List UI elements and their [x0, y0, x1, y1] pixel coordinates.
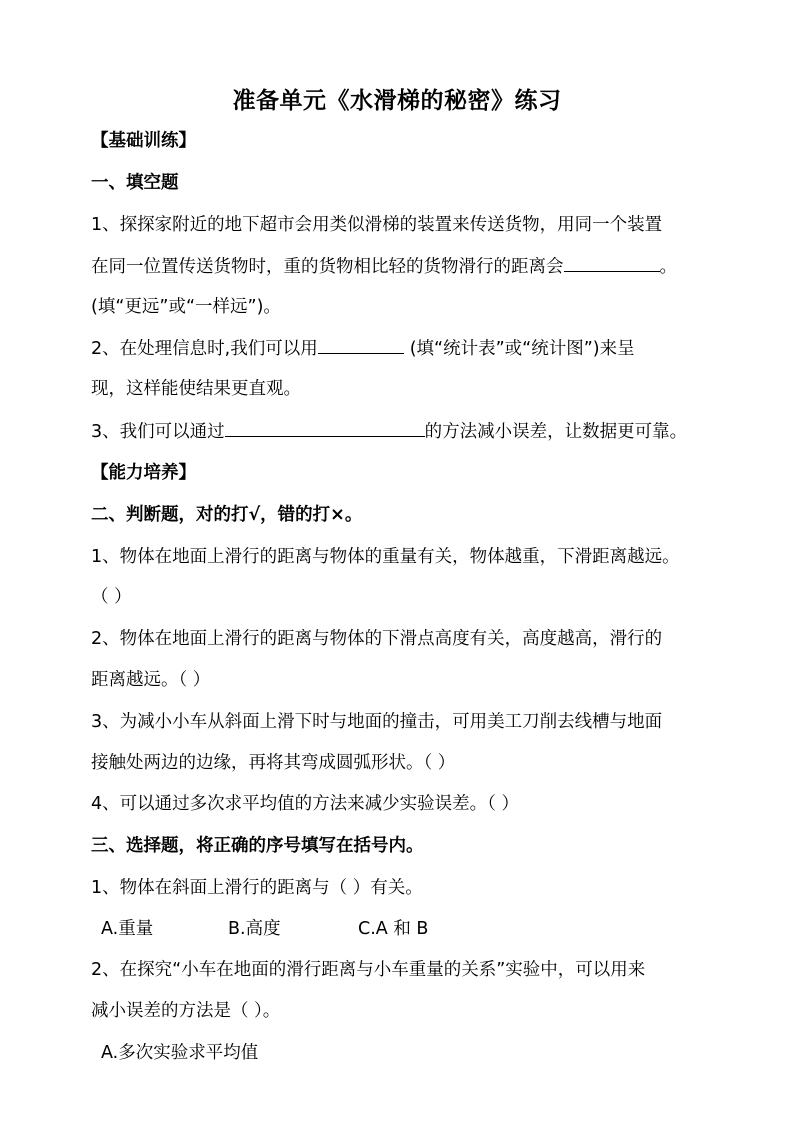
question-3-text: 3、我们可以通过: [91, 422, 225, 442]
choice-1-options: [101, 916, 741, 942]
answer-blank-1[interactable]: [564, 253, 660, 272]
section-header-ability: 【能力培养】: [91, 463, 196, 483]
question-3-line-1: [91, 418, 731, 445]
choice-2-line-1: 2、在探究“小车在地面的滑行距离与小车重量的关系”实验中，可以用来: [91, 960, 646, 980]
page-title: 准备单元《水滑梯的秘密》练习: [232, 88, 562, 114]
question-1-text: 在同一位置传送货物时，重的货物相比轻的货物滑行的距离会: [91, 257, 564, 277]
question-1-end-mark: 。: [659, 257, 677, 277]
choice-1-option-b[interactable]: B.高度: [228, 919, 281, 939]
judge-1-answer-paren[interactable]: （ ）: [91, 587, 132, 607]
judge-3-line-2: 接触处两边的边缘，再将其弯成圆弧形状。（ ）: [91, 753, 456, 773]
choice-2-line-2: 减小误差的方法是（ ）。: [91, 1001, 281, 1021]
judge-2-line-1: 2、物体在地面上滑行的距离与物体的下滑点高度有关，高度越高，滑行的: [91, 629, 663, 649]
answer-blank-3[interactable]: [225, 418, 425, 437]
part-title-true-false: 二、判断题，对的打√，错的打×。: [91, 505, 363, 525]
judge-4-line-1: 4、可以通过多次求平均值的方法来减少实验误差。（ ）: [91, 794, 519, 814]
judge-1-line-1: 1、物体在地面上滑行的距离与物体的重量有关，物体越重，下滑距离越远。: [91, 547, 680, 567]
answer-blank-2[interactable]: [318, 335, 404, 354]
part-title-fill-blank: 一、填空题: [91, 173, 179, 193]
judge-2-line-2: 距离越远。（ ）: [91, 670, 211, 690]
choice-1-line-1: 1、物体在斜面上滑行的距离与（ ）有关。: [91, 878, 423, 898]
judge-3-line-1: 3、为减小小车从斜面上滑下时与地面的撞击，可用美工刀削去线槽与地面: [91, 712, 663, 732]
question-2-line-2: 现，这样能使结果更直观。: [91, 379, 301, 399]
question-2-line-1: [91, 335, 731, 362]
question-2-hint: (填“统计表”或“统计图”)来呈: [409, 339, 635, 359]
question-1-line-2: [91, 253, 731, 280]
choice-1-option-c[interactable]: C.A 和 B: [358, 919, 429, 939]
choice-1-option-a[interactable]: A.重量: [101, 919, 154, 939]
choice-2-option-a[interactable]: A.多次实验求平均值: [101, 1043, 259, 1063]
question-3-end: 的方法减小误差，让数据更可靠。: [424, 422, 688, 442]
part-title-choice: 三、选择题，将正确的序号填写在括号内。: [91, 836, 424, 856]
question-1-hint: (填“更远”或“一样远”)。: [91, 297, 281, 317]
section-header-basic: 【基础训练】: [91, 131, 196, 151]
question-2-text: 2、在处理信息时,我们可以用: [91, 339, 318, 359]
question-1-line-1: 1、探探家附近的地下超市会用类似滑梯的装置来传送货物，用同一个装置: [91, 215, 663, 235]
